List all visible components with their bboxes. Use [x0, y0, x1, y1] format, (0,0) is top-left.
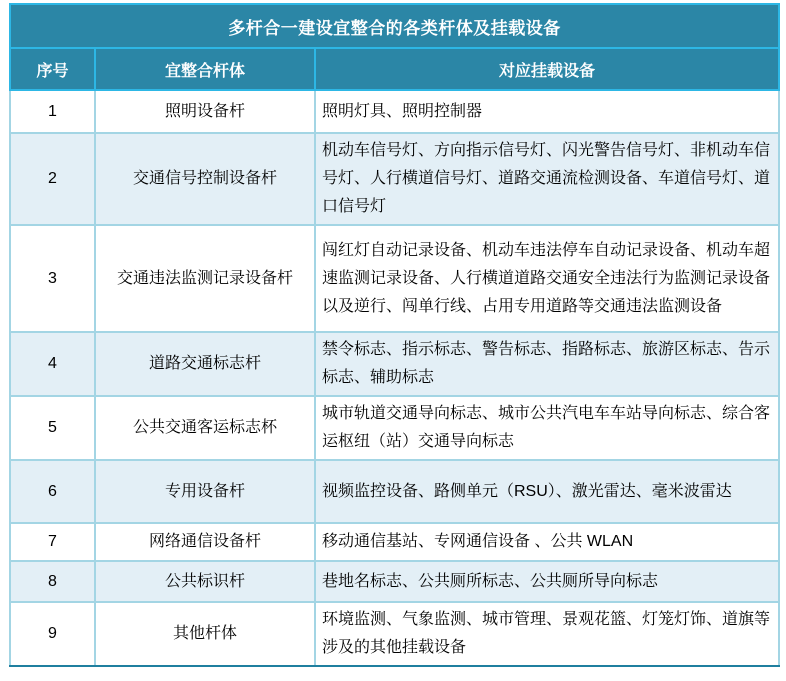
- table-row: [10, 133, 779, 225]
- pole-type: 其他杆体: [95, 602, 315, 666]
- column-header-devices: 对应挂载设备: [315, 48, 779, 90]
- mounted-devices: 城市轨道交通导向标志、城市公共汽电车车站导向标志、综合客运枢纽（站）交通导向标志: [315, 396, 779, 460]
- table-row: [10, 332, 779, 396]
- row-number: 1: [10, 90, 95, 133]
- table-row: [10, 460, 779, 523]
- table-row: [10, 523, 779, 561]
- pole-type: 照明设备杆: [95, 90, 315, 133]
- table-title: 多杆合一建设宜整合的各类杆体及挂载设备: [10, 4, 779, 48]
- pole-type: 交通信号控制设备杆: [95, 133, 315, 225]
- mounted-devices: 机动车信号灯、方向指示信号灯、闪光警告信号灯、非机动车信号灯、人行横道信号灯、道路交通流检测设备、车道信号灯、道口信号灯: [315, 133, 779, 225]
- mounted-devices: 环境监测、气象监测、城市管理、景观花篮、灯笼灯饰、道旗等涉及的其他挂载设备: [315, 602, 779, 666]
- pole-equipment-table: [9, 3, 780, 667]
- table-row: [10, 225, 779, 332]
- pole-type: 道路交通标志杆: [95, 332, 315, 396]
- mounted-devices: 移动通信基站、专网通信设备 、公共 WLAN: [315, 523, 779, 561]
- mounted-devices: 视频监控设备、路侧单元（RSU）、激光雷达、毫米波雷达: [315, 460, 779, 523]
- table-header-row: [10, 48, 779, 90]
- table-row: [10, 602, 779, 666]
- column-header-pole: 宜整合杆体: [95, 48, 315, 90]
- mounted-devices: 巷地名标志、公共厕所标志、公共厕所导向标志: [315, 561, 779, 602]
- mounted-devices: 照明灯具、照明控制器: [315, 90, 779, 133]
- pole-type: 交通违法监测记录设备杆: [95, 225, 315, 332]
- row-number: 9: [10, 602, 95, 666]
- table-row: [10, 396, 779, 460]
- table-title-row: [10, 4, 779, 48]
- row-number: 8: [10, 561, 95, 602]
- table-row: [10, 561, 779, 602]
- column-header-no: 序号: [10, 48, 95, 90]
- row-number: 3: [10, 225, 95, 332]
- pole-type: 专用设备杆: [95, 460, 315, 523]
- pole-type: 网络通信设备杆: [95, 523, 315, 561]
- row-number: 2: [10, 133, 95, 225]
- mounted-devices: 禁令标志、指示标志、警告标志、指路标志、旅游区标志、告示标志、辅助标志: [315, 332, 779, 396]
- mounted-devices: 闯红灯自动记录设备、机动车违法停车自动记录设备、机动车超速监测记录设备、人行横道道路交通安全违法行为监测记录设备以及逆行、闯单行线、占用专用道路等交通违法监测设备: [315, 225, 779, 332]
- row-number: 7: [10, 523, 95, 561]
- row-number: 5: [10, 396, 95, 460]
- table-row: [10, 90, 779, 133]
- row-number: 6: [10, 460, 95, 523]
- pole-type: 公共标识杆: [95, 561, 315, 602]
- pole-type: 公共交通客运标志杯: [95, 396, 315, 460]
- row-number: 4: [10, 332, 95, 396]
